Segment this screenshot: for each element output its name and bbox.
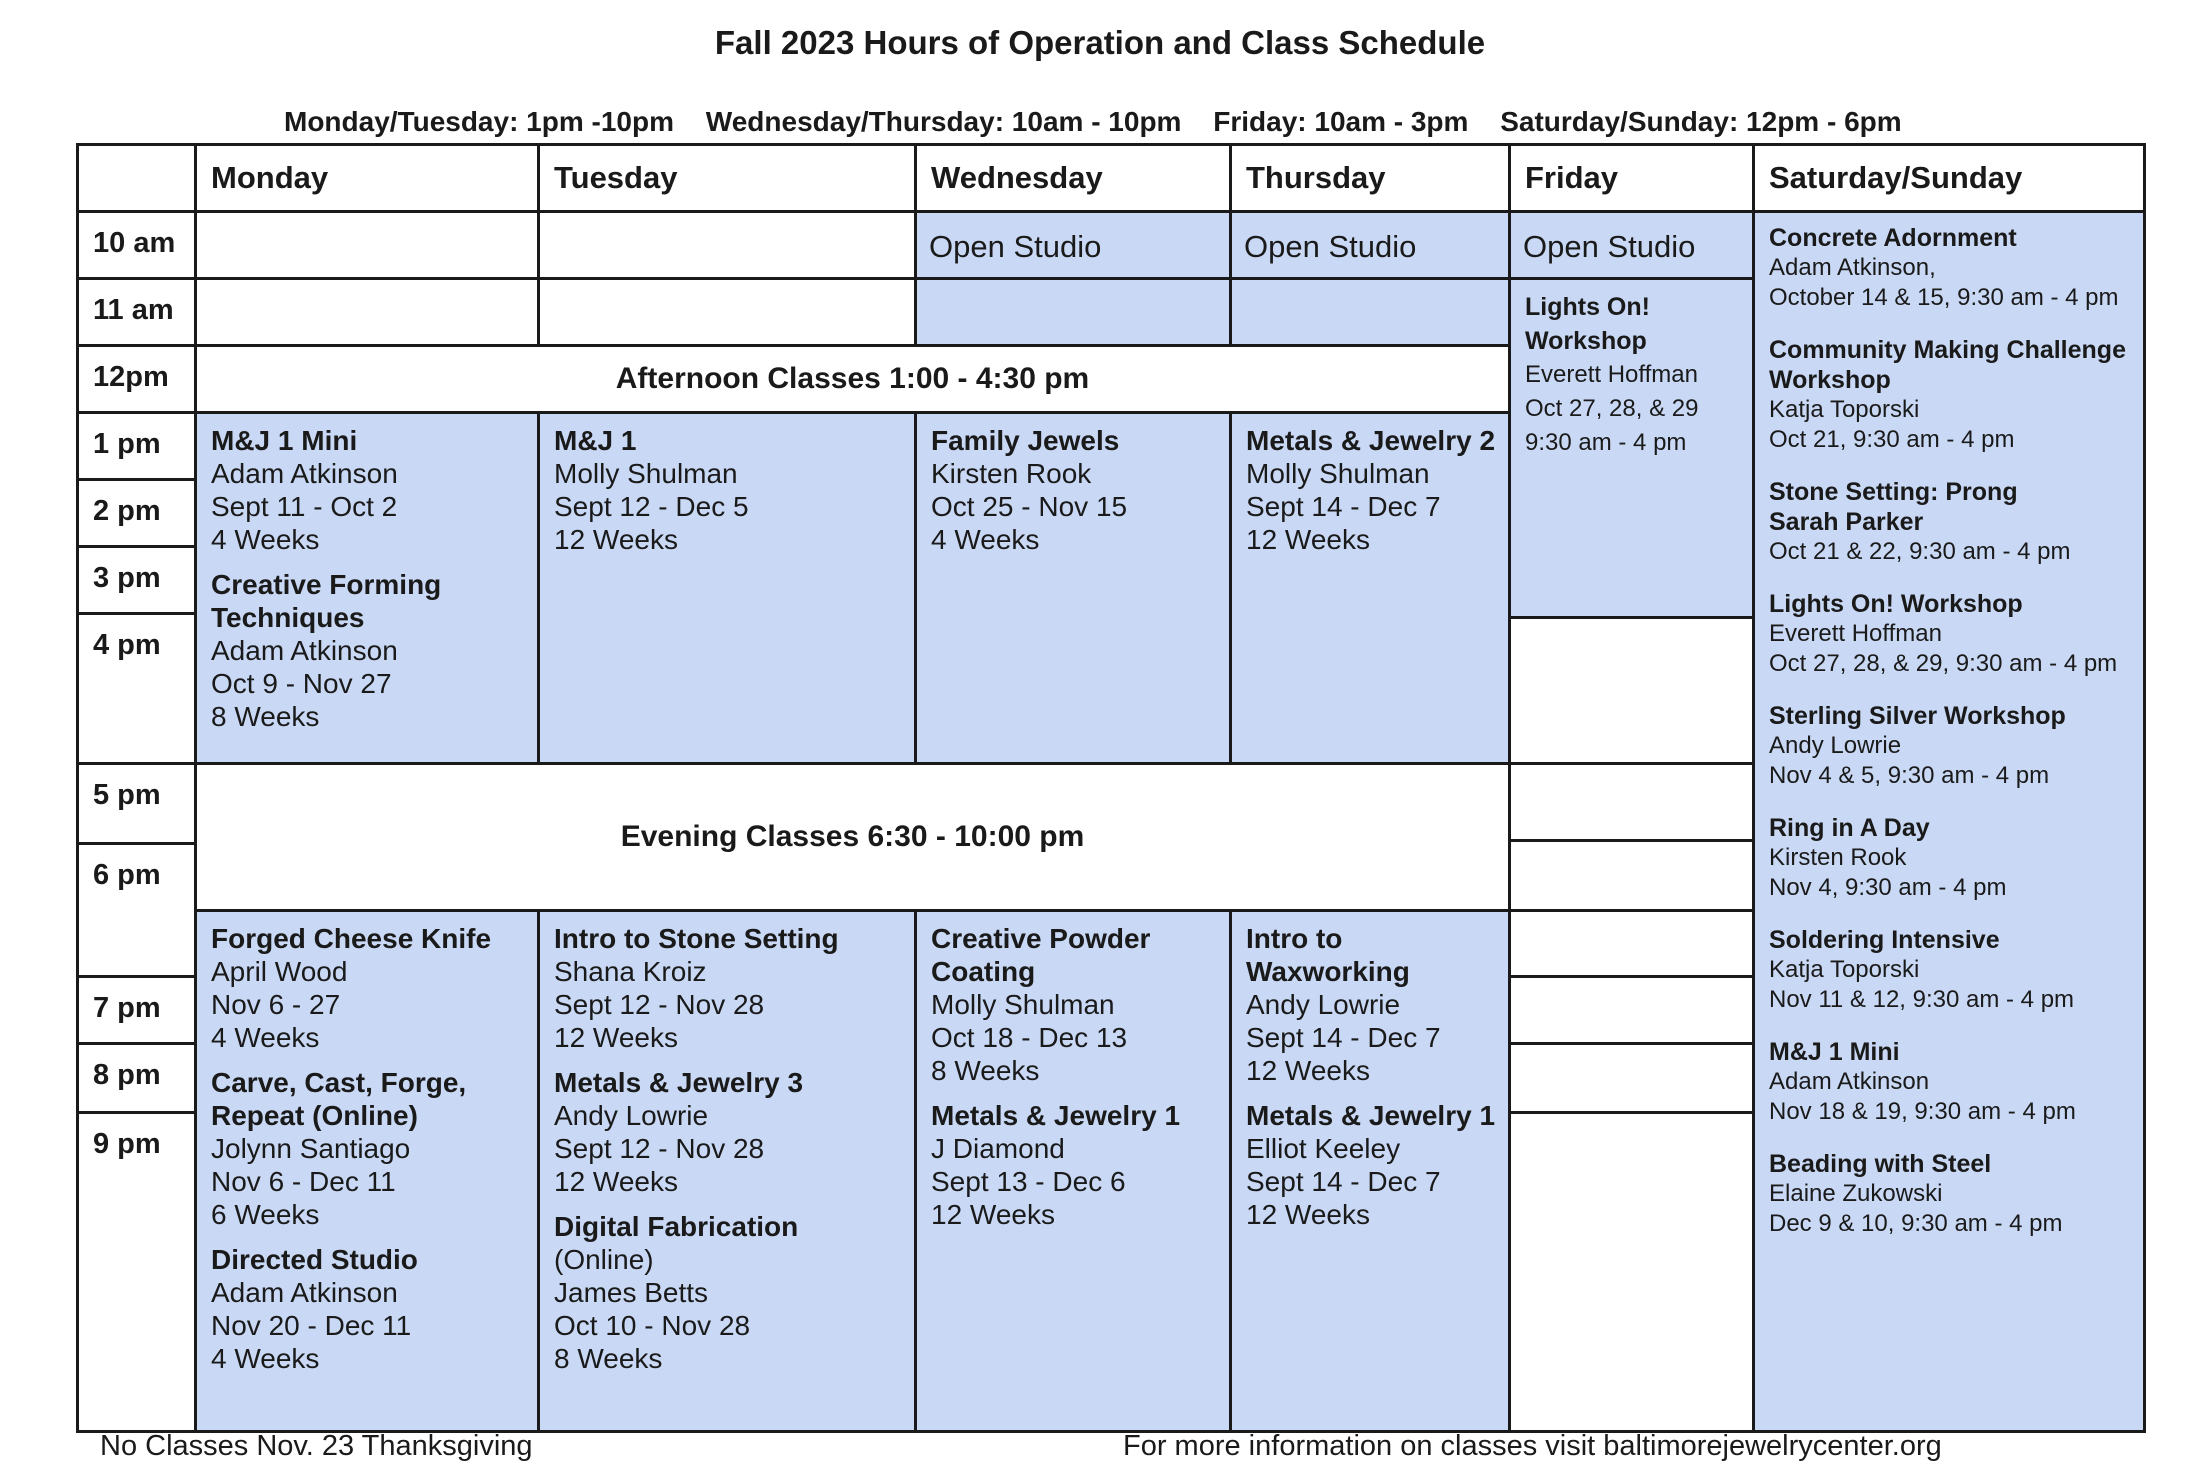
class-instructor: Molly Shulman [931, 989, 1115, 1020]
wednesday-afternoon-classes [914, 411, 1232, 765]
class-instructor: Elliot Keeley [1246, 1133, 1401, 1164]
time-12pm: 12pm [76, 344, 197, 414]
class-entry [211, 1066, 527, 1231]
friday-empty-6pm-b [1508, 909, 1755, 978]
class-entry [554, 424, 904, 556]
class-instructor: Adam Atkinson [211, 458, 398, 489]
wednesday-11am [914, 277, 1232, 347]
class-title: Intro to Stone Setting [554, 923, 839, 954]
class-duration: 8 Weeks [554, 1343, 663, 1374]
class-duration: 12 Weeks [554, 1166, 678, 1197]
tuesday-11am [537, 277, 917, 347]
class-duration: 12 Weeks [1246, 524, 1370, 555]
class-instructor: Adam Atkinson [211, 1277, 398, 1308]
class-duration: 12 Weeks [554, 524, 678, 555]
class-dates: Sept 12 - Nov 28 [554, 989, 765, 1020]
class-instructor: Adam Atkinson [211, 635, 398, 666]
footer-no-classes-note: No Classes Nov. 23 Thanksgiving [100, 1430, 533, 1462]
workshop-entry [1769, 1149, 2133, 1239]
class-entry [1246, 1099, 1498, 1231]
class-entry [931, 424, 1219, 556]
class-entry [1246, 424, 1498, 556]
class-entry [1246, 922, 1498, 1087]
thursday-afternoon-classes [1229, 411, 1511, 765]
class-title: Creative Powder Coating [931, 923, 1151, 987]
tuesday-10am [537, 210, 917, 280]
class-duration: 12 Weeks [554, 1022, 678, 1053]
time-3pm: 3 pm [76, 545, 197, 615]
workshop-dates: Nov 11 & 12, 9:30 am - 4 pm [1769, 986, 2075, 1013]
friday-open-studio: Open Studio [1508, 210, 1755, 280]
monday-evening-classes [194, 909, 540, 1433]
class-instructor: Molly Shulman [554, 458, 738, 489]
class-instructor: Molly Shulman [1246, 458, 1430, 489]
tuesday-evening-classes [537, 909, 917, 1433]
footer-more-info-link[interactable]: For more information on classes visit baltimorejewelrycenter.org [1123, 1430, 1942, 1462]
class-title: Metals & Jewelry 1 [931, 1100, 1181, 1131]
hours-sat-sun: Saturday/Sunday: 12pm - 6pm [1500, 106, 1902, 137]
time-8pm: 8 pm [76, 1042, 197, 1114]
class-instructor: Everett Hoffman [1525, 361, 1698, 388]
workshop-entry [1769, 813, 2133, 903]
class-instructor: Shana Kroiz [554, 956, 707, 987]
workshop-title: Beading with Steel [1769, 1150, 1992, 1178]
class-instructor: Andy Lowrie [554, 1100, 709, 1131]
class-entry [554, 922, 904, 1054]
friday-empty-6pm [1508, 839, 1755, 912]
workshop-dates: Nov 4, 9:30 am - 4 pm [1769, 874, 2007, 901]
class-entry [931, 922, 1219, 1087]
thursday-open-studio: Open Studio [1229, 210, 1511, 280]
class-entry [211, 568, 527, 733]
class-dates: Oct 10 - Nov 28 [554, 1310, 751, 1341]
header-thursday: Thursday [1229, 143, 1511, 213]
workshop-entry [1769, 477, 2133, 567]
class-entry [554, 1066, 904, 1198]
time-1pm: 1 pm [76, 411, 197, 481]
workshop-title: Lights On! Workshop [1769, 590, 2023, 618]
class-dates: Oct 9 - Nov 27 [211, 668, 392, 699]
page-title: Fall 2023 Hours of Operation and Class Schedule [714, 24, 1486, 61]
class-title: Metals & Jewelry 2 [1246, 425, 1496, 456]
class-title: Intro to Waxworking [1246, 923, 1410, 987]
class-format: (Online) [554, 1244, 654, 1275]
class-instructor: April Wood [211, 956, 348, 987]
class-instructor: Andy Lowrie [1246, 989, 1401, 1020]
class-duration: 8 Weeks [211, 701, 320, 732]
class-title: Lights On! Workshop [1525, 293, 1650, 355]
wednesday-open-studio: Open Studio [914, 210, 1232, 280]
workshop-entry [1769, 1037, 2133, 1127]
workshop-dates: Oct 21, 9:30 am - 4 pm [1769, 426, 2015, 453]
class-duration: 4 Weeks [931, 524, 1040, 555]
monday-10am [194, 210, 540, 280]
workshop-instructor: Adam Atkinson, [1769, 254, 1936, 281]
workshop-entry [1769, 335, 2133, 455]
workshop-instructor: Kirsten Rook [1769, 844, 1907, 871]
class-title: Directed Studio [211, 1244, 418, 1275]
class-duration: 4 Weeks [211, 1022, 320, 1053]
class-dates: Oct 27, 28, & 29 [1525, 395, 1699, 422]
workshop-title: Soldering Intensive [1769, 926, 2000, 954]
class-dates: Oct 18 - Dec 13 [931, 1022, 1128, 1053]
class-dates: Sept 12 - Nov 28 [554, 1133, 765, 1164]
class-entry [554, 1210, 904, 1375]
class-instructor: Kirsten Rook [931, 458, 1092, 489]
class-title: Metals & Jewelry 1 [1246, 1100, 1496, 1131]
workshop-dates: October 14 & 15, 9:30 am - 4 pm [1769, 284, 2119, 311]
class-duration: 12 Weeks [1246, 1055, 1370, 1086]
class-instructor: Jolynn Santiago [211, 1133, 411, 1164]
workshop-dates: Nov 4 & 5, 9:30 am - 4 pm [1769, 762, 2050, 789]
workshop-title: Concrete Adornment [1769, 224, 2017, 252]
wednesday-evening-classes [914, 909, 1232, 1433]
class-title: M&J 1 Mini [211, 425, 358, 456]
workshop-instructor: Andy Lowrie [1769, 732, 1902, 759]
class-instructor: James Betts [554, 1277, 709, 1308]
class-title: Metals & Jewelry 3 [554, 1067, 804, 1098]
class-dates: Oct 25 - Nov 15 [931, 491, 1128, 522]
workshop-title: Sterling Silver Workshop [1769, 702, 2066, 730]
time-7pm: 7 pm [76, 975, 197, 1045]
workshop-title: M&J 1 Mini [1769, 1038, 1900, 1066]
hours-wed-thu: Wednesday/Thursday: 10am - 10pm [705, 106, 1182, 137]
friday-empty-5pm [1508, 762, 1755, 842]
tuesday-afternoon-classes [537, 411, 917, 765]
class-dates: Sept 11 - Oct 2 [211, 491, 398, 522]
time-10am: 10 am [76, 210, 197, 280]
class-dates: Nov 6 - 27 [211, 989, 341, 1020]
time-6pm: 6 pm [76, 842, 197, 978]
class-dates: Nov 20 - Dec 11 [211, 1310, 412, 1341]
hours-mon-tue: Monday/Tuesday: 1pm -10pm [284, 106, 675, 137]
workshop-dates: Oct 27, 28, & 29, 9:30 am - 4 pm [1769, 650, 2118, 677]
class-time: 9:30 am - 4 pm [1525, 429, 1687, 456]
workshop-instructor: Katja Toporski [1769, 956, 1920, 983]
workshop-entry [1769, 223, 2133, 313]
monday-11am [194, 277, 540, 347]
workshop-title: Community Making Challenge Workshop [1769, 336, 2126, 394]
class-title: Creative Forming Techniques [211, 569, 442, 633]
class-duration: 6 Weeks [211, 1199, 320, 1230]
class-duration: 12 Weeks [1246, 1199, 1370, 1230]
workshop-instructor: Katja Toporski [1769, 396, 1920, 423]
class-title: Digital Fabrication [554, 1211, 799, 1242]
workshop-instructor: Everett Hoffman [1769, 620, 1942, 647]
class-dates: Sept 14 - Dec 7 [1246, 1022, 1441, 1053]
header-saturday-sunday: Saturday/Sunday [1752, 143, 2146, 213]
workshop-dates: Oct 21 & 22, 9:30 am - 4 pm [1769, 538, 2071, 565]
afternoon-classes-banner: Afternoon Classes 1:00 - 4:30 pm [194, 344, 1511, 414]
class-title: M&J 1 [554, 425, 637, 456]
class-entry [211, 922, 527, 1054]
class-dates: Sept 13 - Dec 6 [931, 1166, 1126, 1197]
class-title: Family Jewels [931, 425, 1120, 456]
header-wednesday: Wednesday [914, 143, 1232, 213]
evening-classes-banner: Evening Classes 6:30 - 10:00 pm [194, 762, 1511, 912]
workshop-dates: Dec 9 & 10, 9:30 am - 4 pm [1769, 1210, 2063, 1237]
thursday-11am [1229, 277, 1511, 347]
friday-empty-4pm [1508, 616, 1755, 765]
class-dates: Nov 6 - Dec 11 [211, 1166, 396, 1197]
time-2pm: 2 pm [76, 478, 197, 548]
workshop-instructor: Adam Atkinson [1769, 1068, 1930, 1095]
workshop-entry [1769, 701, 2133, 791]
workshop-dates: Nov 18 & 19, 9:30 am - 4 pm [1769, 1098, 2076, 1125]
class-entry [211, 1243, 527, 1375]
friday-empty-7pm [1508, 975, 1755, 1045]
friday-empty-8pm [1508, 1042, 1755, 1114]
weekend-workshops [1752, 210, 2146, 1433]
class-title: Carve, Cast, Forge, Repeat (Online) [211, 1067, 467, 1131]
time-11am: 11 am [76, 277, 197, 347]
time-5pm: 5 pm [76, 762, 197, 845]
workshop-instructor: Sarah Parker [1769, 508, 1924, 536]
class-dates: Sept 14 - Dec 7 [1246, 1166, 1441, 1197]
workshop-entry [1769, 589, 2133, 679]
workshop-instructor: Elaine Zukowski [1769, 1180, 1943, 1207]
corner-cell [76, 143, 197, 213]
thursday-evening-classes [1229, 909, 1511, 1433]
header-friday: Friday [1508, 143, 1755, 213]
header-tuesday: Tuesday [537, 143, 917, 213]
class-dates: Sept 12 - Dec 5 [554, 491, 749, 522]
friday-empty-9pm [1508, 1111, 1755, 1433]
class-duration: 12 Weeks [931, 1199, 1055, 1230]
class-duration: 4 Weeks [211, 524, 320, 555]
class-entry [1525, 290, 1742, 460]
monday-afternoon-classes [194, 411, 540, 765]
class-duration: 8 Weeks [931, 1055, 1040, 1086]
class-dates: Sept 14 - Dec 7 [1246, 491, 1441, 522]
workshop-entry [1769, 925, 2133, 1015]
class-entry [931, 1099, 1219, 1231]
hours-fri: Friday: 10am - 3pm [1213, 106, 1469, 137]
time-4pm: 4 pm [76, 612, 197, 765]
header-monday: Monday [194, 143, 540, 213]
class-title: Forged Cheese Knife [211, 923, 492, 954]
class-instructor: J Diamond [931, 1133, 1065, 1164]
workshop-title: Stone Setting: Prong [1769, 478, 2018, 506]
friday-workshop [1508, 277, 1755, 619]
class-duration: 4 Weeks [211, 1343, 320, 1374]
time-9pm: 9 pm [76, 1111, 197, 1433]
workshop-title: Ring in A Day [1769, 814, 1930, 842]
class-entry [211, 424, 527, 556]
